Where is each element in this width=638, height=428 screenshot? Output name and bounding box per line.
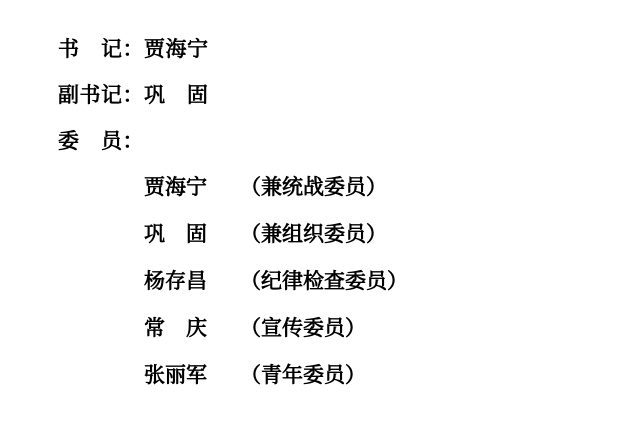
roster-label-deputy-secretary: 副书记： (58, 82, 144, 107)
roster-value-secretary: 贾海宁 (144, 36, 209, 61)
member-role: （兼组织委员） (240, 221, 387, 246)
member-item (58, 270, 598, 291)
member-list (58, 176, 598, 385)
roster-line-secretary (58, 38, 598, 59)
member-name: 贾海宁 (144, 174, 207, 199)
member-role: （青年委员） (240, 362, 366, 387)
roster-label-committee: 委 员： (58, 128, 144, 153)
member-item (58, 223, 598, 244)
member-item (58, 364, 598, 385)
member-role: （宣传委员） (240, 315, 366, 340)
member-role: （纪律检查委员） (240, 268, 408, 293)
roster-line-committee (58, 130, 598, 151)
member-name: 巩 固 (144, 221, 207, 246)
member-name: 杨存昌 (144, 268, 207, 293)
roster-value-deputy-secretary: 巩 固 (144, 82, 209, 107)
roster-line-deputy-secretary (58, 84, 598, 105)
member-name: 张丽军 (144, 362, 207, 387)
member-role: （兼统战委员） (240, 174, 387, 199)
member-name: 常 庆 (144, 315, 207, 340)
roster-label-secretary: 书 记： (58, 36, 144, 61)
member-item (58, 317, 598, 338)
member-item (58, 176, 598, 197)
